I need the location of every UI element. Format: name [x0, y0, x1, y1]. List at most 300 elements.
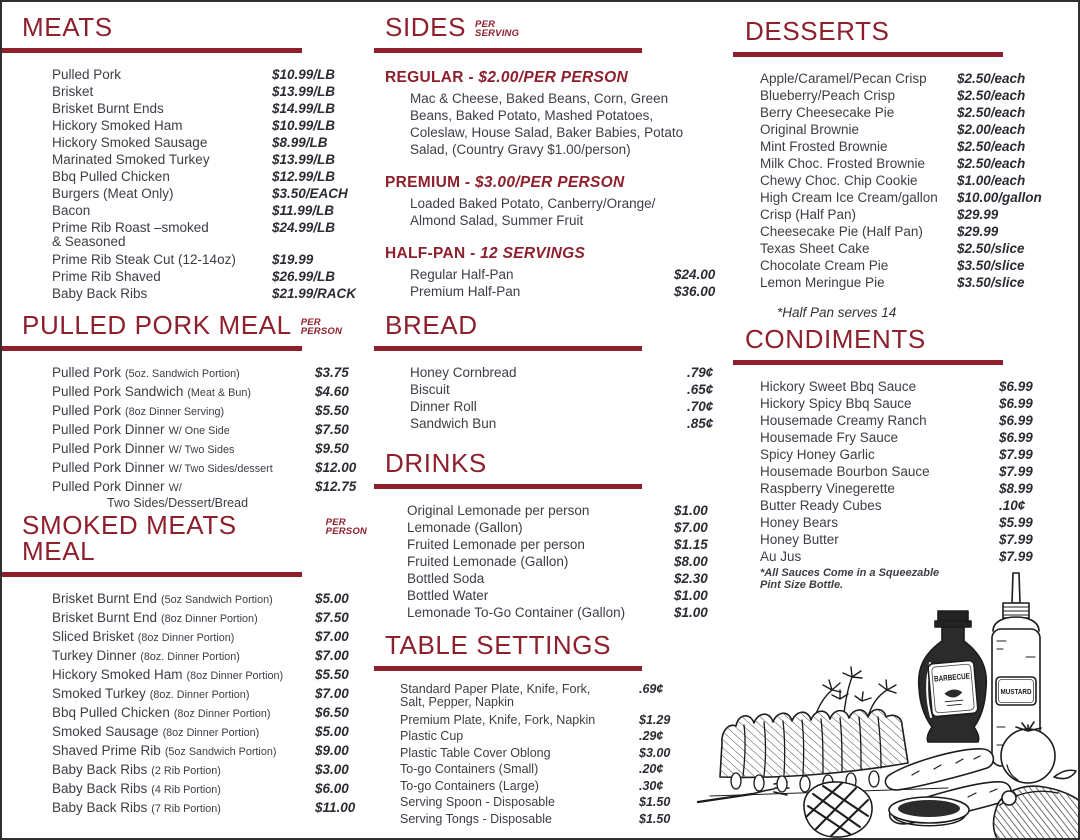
- menu-item-name: Bottled Water: [407, 588, 489, 603]
- menu-item-price: $2.50/each: [957, 139, 1026, 154]
- menu-item-name: Texas Sheet Cake: [760, 241, 870, 256]
- menu-item-row: [52, 723, 367, 742]
- menu-item-row: [400, 794, 722, 811]
- menu-item-price: $7.99: [999, 464, 1033, 479]
- menu-item-row: [760, 463, 1045, 480]
- menu-item-name: Marinated Smoked Turkey: [52, 152, 210, 167]
- menu-item-name: Honey Cornbread: [410, 365, 517, 380]
- menu-item-name: Pulled Pork (8oz Dinner Serving): [52, 403, 225, 418]
- per-person-label: PER PERSON: [325, 517, 367, 538]
- menu-item-name: Housemade Bourbon Sauce: [760, 464, 930, 479]
- menu-item-note: (8oz Dinner Portion): [161, 613, 258, 625]
- menu-item-name: To-go Containers (Small): [400, 762, 539, 776]
- menu-item-row: [52, 478, 367, 497]
- section-title-text: SMOKED MEATS MEAL: [22, 510, 237, 566]
- ribs-illustration: [720, 710, 908, 793]
- menu-item-name: Dinner Roll: [410, 399, 477, 414]
- menu-item-price: $6.99: [999, 379, 1033, 394]
- menu-item-name: Butter Ready Cubes: [760, 498, 882, 513]
- menu-item-name: Pulled Pork (5oz. Sandwich Portion): [52, 365, 240, 380]
- menu-item-note: (2 Rib Portion): [151, 765, 221, 777]
- menu-item-note: (8oz. Dinner Portion): [149, 689, 250, 701]
- menu-item-price: .10¢: [999, 498, 1026, 513]
- section-smoked-meats-meal: [22, 512, 367, 818]
- menu-item-row: [52, 402, 367, 421]
- menu-item-price: $9.50: [315, 441, 349, 456]
- menu-item-note: (Meat & Bun): [187, 387, 251, 399]
- menu-item-name: Hickory Smoked Sausage: [52, 135, 208, 150]
- section-divider: [374, 666, 642, 671]
- menu-item-row: [52, 666, 367, 685]
- menu-item-price: $5.99: [999, 515, 1033, 530]
- menu-item-row: [52, 168, 367, 185]
- menu-item-price: $2.00/each: [957, 122, 1026, 137]
- menu-item-row: [400, 728, 722, 745]
- menu-item-row: [52, 285, 367, 302]
- menu-item-price: $1.00: [674, 588, 708, 603]
- menu-item-price: $2.50/each: [957, 156, 1026, 171]
- fork-icon: [698, 782, 789, 802]
- menu-item-price: $26.99/LB: [272, 269, 336, 284]
- menu-item-price: $1.00/each: [957, 173, 1026, 188]
- menu-item-name: Pulled Pork Dinner W/ Two Sides: [52, 441, 235, 456]
- menu-item-price: .69¢: [639, 682, 664, 696]
- menu-item-price: $5.50: [315, 403, 349, 418]
- menu-item-price: .30¢: [639, 778, 664, 793]
- menu-item-row: [760, 189, 1045, 206]
- menu-item-row: [760, 206, 1045, 223]
- menu-item-name: Cheesecake Pie (Half Pan): [760, 224, 923, 239]
- section-condiments: [745, 326, 1045, 591]
- menu-item-row: [52, 628, 367, 647]
- menu-item-name: Honey Bears: [760, 515, 839, 530]
- section-divider: [374, 484, 642, 489]
- section-title-drinks: [385, 450, 722, 476]
- menu-item-row: [52, 704, 367, 723]
- menu-item-name: Blueberry/Peach Crisp: [760, 88, 896, 103]
- note-line: *All Sauces Come in a Squeezable: [760, 567, 940, 579]
- menu-item-price: $1.50: [639, 811, 671, 826]
- menu-item-row: [407, 502, 722, 519]
- menu-item-name: Turkey Dinner (8oz. Dinner Portion): [52, 648, 240, 663]
- menu-item-name: Milk Choc. Frosted Brownie: [760, 156, 926, 171]
- menu-item-note: (7 Rib Portion): [151, 803, 221, 815]
- menu-item-note: (5oz. Sandwich Portion): [125, 368, 240, 380]
- menu-item-name: Lemonade (Gallon): [407, 520, 523, 535]
- section-title-table-settings: [385, 632, 722, 658]
- menu-item-row: [52, 383, 367, 402]
- menu-item-name: Sandwich Bun: [410, 416, 497, 431]
- menu-item-price: $7.50: [315, 610, 349, 625]
- section-title-text: BREAD: [385, 310, 478, 340]
- menu-item-price: $7.00: [674, 520, 708, 535]
- menu-item-price: $2.50/slice: [957, 241, 1025, 256]
- description-line: Loaded Baked Potato, Canberry/Orange/: [410, 196, 656, 211]
- menu-item-row: [400, 712, 722, 729]
- menu-item-note: (8oz. Dinner Portion): [140, 651, 240, 663]
- menu-item-price: $4.60: [315, 384, 349, 399]
- menu-item-row: [407, 536, 722, 553]
- section-drinks: [385, 450, 722, 621]
- menu-item-row: [760, 172, 1045, 189]
- menu-item-price: $12.75: [315, 479, 357, 494]
- section-title-text: TABLE SETTINGS: [385, 630, 612, 660]
- menu-item-row: [52, 134, 367, 151]
- description-line: Beans, Baked Potato, Mashed Potatoes,: [410, 108, 654, 123]
- menu-item-name: Bbq Pulled Chicken: [52, 169, 170, 184]
- menu-item-price: $6.99: [999, 413, 1033, 428]
- menu-item-price: $10.99/LB: [272, 118, 336, 133]
- menu-item-name: Regular Half-Pan: [410, 267, 514, 282]
- sides-regular-heading: REGULAR - $2.00/PER PERSON: [385, 69, 628, 86]
- menu-item-row: [52, 117, 367, 134]
- menu-item-name: Bottled Soda: [407, 571, 485, 586]
- menu-item-row: [400, 811, 722, 828]
- menu-item-name: Standard Paper Plate, Knife, Fork,: [400, 682, 591, 696]
- menu-item-price: $5.00: [315, 724, 349, 739]
- menu-item-price: $3.75: [315, 365, 349, 380]
- menu-item-price: $7.00: [315, 686, 349, 701]
- menu-item-price: $6.00: [315, 781, 349, 796]
- section-title-bread: [385, 312, 722, 338]
- section-title-smoked-meats-meal: [22, 512, 367, 564]
- menu-item-row: [400, 761, 722, 778]
- menu-item-name: Sliced Brisket (8oz Dinner Portion): [52, 629, 235, 644]
- grilled-patty: [804, 782, 872, 837]
- menu-item-row: [52, 421, 367, 440]
- menu-item-price: $6.99: [999, 430, 1033, 445]
- menu-item-row: [52, 202, 367, 219]
- section-title-condiments: [745, 326, 1045, 352]
- menu-item-price: $11.00: [315, 800, 356, 815]
- menu-item-price: .65¢: [687, 382, 714, 397]
- section-divider: [0, 48, 302, 53]
- menu-item-name: Smoked Turkey (8oz. Dinner Portion): [52, 686, 250, 701]
- menu-item-row: [760, 70, 1045, 87]
- menu-item-name: Pulled Pork: [52, 67, 122, 82]
- menu-item-row: [52, 780, 367, 799]
- menu-item-name: Fruited Lemonade per person: [407, 537, 585, 552]
- barbecue-label-text: BARBECUE: [933, 670, 980, 684]
- menu-item-name: Premium Half-Pan: [410, 284, 521, 299]
- menu-item-name: Prime Rib Steak Cut (12-14oz): [52, 252, 236, 267]
- menu-item-price: $10.99/LB: [272, 67, 336, 82]
- menu-item-note: (5oz Sandwich Portion): [164, 746, 277, 758]
- menu-item-name: Lemon Meringue Pie: [760, 275, 885, 290]
- menu-item-price: $1.50: [639, 795, 671, 809]
- menu-item-price: $8.99: [999, 481, 1033, 496]
- menu-item-row: [760, 121, 1045, 138]
- menu-item-name: Bacon: [52, 203, 91, 218]
- menu-item-row: [407, 587, 722, 604]
- menu-item-row: [52, 100, 367, 117]
- menu-item-row: [407, 604, 722, 621]
- menu-item-price: $29.99: [957, 207, 999, 222]
- menu-item-row: [760, 104, 1045, 121]
- section-title-text: DRINKS: [385, 448, 487, 478]
- menu-item-list: [385, 681, 722, 827]
- menu-item-name: Baby Back Ribs (7 Rib Portion): [52, 800, 221, 815]
- menu-item-name: Prime Rib Roast –smoked: [52, 220, 209, 235]
- menu-item-name: Chewy Choc. Chip Cookie: [760, 173, 918, 188]
- menu-item-price: $1.15: [674, 537, 708, 552]
- menu-item-name: Original Lemonade per person: [407, 503, 590, 518]
- section-divider: [733, 52, 1003, 57]
- section-title-meats: [22, 14, 367, 40]
- menu-item-name: Pulled Pork Dinner W/: [52, 479, 182, 494]
- menu-item-list: [385, 364, 722, 432]
- menu-item-row: [760, 446, 1045, 463]
- menu-item-name: Berry Cheesecake Pie: [760, 105, 895, 120]
- menu-item-price: $29.99: [957, 224, 999, 239]
- menu-item-note: (4 Rib Portion): [151, 784, 221, 796]
- menu-item-row: [52, 440, 367, 459]
- menu-item-list: [22, 66, 367, 302]
- menu-item-name: Prime Rib Shaved: [52, 269, 161, 284]
- menu-item-price: .85¢: [687, 416, 714, 431]
- menu-item-list: [22, 364, 367, 510]
- menu-item-price: $3.00: [315, 762, 349, 777]
- menu-item-name: Raspberry Vinegerette: [760, 481, 895, 496]
- section-desserts: [745, 18, 1045, 320]
- section-bread: [385, 312, 722, 432]
- description-line: Salad, (Country Gravy $1.00/person): [410, 142, 631, 157]
- menu-item-name-line2: Two Sides/Dessert/Bread: [107, 496, 249, 510]
- menu-item-name: Serving Spoon - Disposable: [400, 795, 555, 809]
- menu-item-name: Plastic Table Cover Oblong: [400, 745, 551, 760]
- menu-item-name: Hickory Sweet Bbq Sauce: [760, 379, 917, 394]
- grilled-steak: [994, 786, 1080, 840]
- menu-item-row: [410, 381, 722, 398]
- menu-item-name: Plastic Cup: [400, 729, 464, 743]
- menu-item-row: [760, 514, 1045, 531]
- menu-item-name: Au Jus: [760, 549, 802, 564]
- description-line: Mac & Cheese, Baked Beans, Corn, Green: [410, 91, 669, 106]
- menu-item-note: (8oz Dinner Portion): [137, 632, 235, 644]
- menu-item-price: $2.50/each: [957, 71, 1026, 86]
- menu-item-price: $6.99: [999, 396, 1033, 411]
- menu-item-price: $7.00: [315, 629, 349, 644]
- menu-item-name-line2: Salt, Pepper, Napkin: [400, 694, 514, 709]
- menu-item-row: [760, 531, 1045, 548]
- menu-item-row: [52, 761, 367, 780]
- menu-item-price: $3.50/slice: [957, 275, 1025, 290]
- menu-item-row: [410, 283, 722, 300]
- menu-item-name: Shaved Prime Rib (5oz Sandwich Portion): [52, 743, 277, 758]
- menu-item-name: Lemonade To-Go Container (Gallon): [407, 605, 626, 620]
- section-title-text: MEATS: [22, 12, 113, 42]
- menu-item-note: (5oz Sandwich Portion): [161, 594, 273, 606]
- barbecue-sauce-bottle: [919, 611, 987, 742]
- menu-item-list: [22, 590, 367, 818]
- menu-item-list: [385, 266, 722, 300]
- menu-item-price: $2.30: [674, 571, 708, 586]
- menu-item-row: [52, 251, 367, 268]
- menu-item-name: High Cream Ice Cream/gallon: [760, 190, 938, 205]
- menu-item-row: [410, 398, 722, 415]
- menu-item-row: [52, 459, 367, 478]
- menu-item-price: $2.50/each: [957, 105, 1026, 120]
- menu-item-row: [52, 268, 367, 285]
- menu-item-name: Fruited Lemonade (Gallon): [407, 554, 569, 569]
- menu-item-name: To-go Containers (Large): [400, 778, 539, 793]
- menu-item-name: Bbq Pulled Chicken (8oz Dinner Portion): [52, 705, 271, 720]
- menu-item-note: (8oz Dinner Portion): [186, 670, 284, 682]
- menu-item-row: [760, 87, 1045, 104]
- menu-item-row: [52, 66, 367, 83]
- menu-item-price: $21.99/RACK: [272, 286, 357, 301]
- menu-item-price: $1.00: [674, 503, 708, 518]
- menu-item-price: $9.00: [315, 743, 349, 758]
- menu-item-price: .20¢: [639, 762, 664, 776]
- menu-item-name: Baby Back Ribs: [52, 286, 148, 301]
- menu-item-row: [410, 415, 722, 432]
- menu-item-name: Hickory Smoked Ham: [52, 118, 183, 133]
- menu-item-row: [760, 378, 1045, 395]
- menu-item-price: $6.50: [315, 705, 349, 720]
- menu-item-row: [407, 519, 722, 536]
- menu-item-row: [410, 364, 722, 381]
- per-person-label: PER PERSON: [300, 317, 343, 338]
- sides-premium-heading: PREMIUM - $3.00/PER PERSON: [385, 174, 625, 191]
- menu-item-row: [52, 83, 367, 100]
- sides-halfpan-heading: HALF-PAN - 12 SERVINGS: [385, 245, 586, 262]
- sides-regular-description: [385, 90, 722, 158]
- menu-item-row: [760, 155, 1045, 172]
- section-sides: [385, 14, 722, 300]
- menu-item-row: [52, 742, 367, 761]
- menu-item-note: W/: [168, 482, 182, 494]
- menu-item-row: [760, 240, 1045, 257]
- menu-item-price: $3.50/slice: [957, 258, 1025, 273]
- menu-item-note: W/ Two Sides: [168, 444, 235, 456]
- menu-item-row: [760, 548, 1045, 565]
- section-title-text: SIDES: [385, 12, 467, 42]
- menu-item-price: $12.00: [315, 460, 357, 475]
- menu-item-name: Brisket Burnt Ends: [52, 101, 164, 116]
- menu-item-name: Housemade Fry Sauce: [760, 430, 899, 445]
- menu-item-row: [407, 553, 722, 570]
- menu-item-list: [745, 70, 1045, 291]
- menu-item-row: [760, 497, 1045, 514]
- menu-item-row: [52, 609, 367, 628]
- menu-item-price: $13.99/LB: [272, 84, 336, 99]
- menu-item-name: Spicy Honey Garlic: [760, 447, 875, 462]
- menu-item-note: (8oz Dinner Portion): [162, 727, 260, 739]
- menu-item-price: $7.99: [999, 447, 1033, 462]
- menu-item-price: $1.29: [639, 712, 671, 727]
- menu-item-name: Premium Plate, Knife, Fork, Napkin: [400, 712, 596, 727]
- bbq-food-illustration: [692, 567, 1080, 840]
- menu-item-price: $5.50: [315, 667, 349, 682]
- menu-item-row: [52, 151, 367, 168]
- menu-item-name: Pulled Pork Sandwich (Meat & Bun): [52, 384, 251, 399]
- menu-item-name: Brisket Burnt End (5oz Sandwich Portion): [52, 591, 273, 606]
- menu-item-name: Mint Frosted Brownie: [760, 139, 888, 154]
- section-divider: [0, 572, 302, 577]
- section-table-settings: [385, 632, 722, 827]
- menu-item-note: (8oz Dinner Portion): [173, 708, 271, 720]
- menu-item-price: $7.99: [999, 549, 1033, 564]
- menu-item-name: Burgers (Meat Only): [52, 186, 174, 201]
- menu-item-price: $24.99/LB: [272, 220, 336, 235]
- menu-item-price: $8.00: [674, 554, 708, 569]
- menu-item-name: Honey Butter: [760, 532, 839, 547]
- menu-item-name: Smoked Sausage (8oz Dinner Portion): [52, 724, 260, 739]
- note-line: Pint Size Bottle.: [760, 578, 844, 591]
- menu-item-row: [400, 778, 722, 795]
- menu-item-row: [52, 685, 367, 704]
- menu-item-price: $36.00: [674, 284, 716, 299]
- section-title-sides: [385, 14, 722, 40]
- menu-item-price: $5.00: [315, 591, 349, 606]
- menu-item-row: [52, 185, 367, 202]
- menu-item-price: $12.99/LB: [272, 169, 336, 184]
- menu-item-row: [407, 570, 722, 587]
- sides-premium-description: [385, 195, 722, 229]
- menu-item-price: $2.50/each: [957, 88, 1026, 103]
- menu-item-name: Original Brownie: [760, 122, 860, 137]
- menu-item-row: [760, 480, 1045, 497]
- menu-item-price: $14.99/LB: [272, 101, 336, 116]
- menu-item-price: $19.99: [272, 252, 314, 267]
- menu-item-name: Hickory Smoked Ham (8oz Dinner Portion): [52, 667, 284, 682]
- description-line: Coleslaw, House Salad, Baker Babies, Potato: [410, 125, 684, 140]
- section-divider: [374, 48, 642, 53]
- leaf-garnish: [1054, 770, 1076, 778]
- menu-item-price: $1.00: [674, 605, 708, 620]
- menu-item-note: (8oz Dinner Serving): [125, 406, 225, 418]
- menu-item-list: [745, 378, 1045, 565]
- section-divider: [733, 360, 1003, 365]
- menu-item-price: $11.99/LB: [272, 203, 335, 218]
- menu-item-price: $3.50/EACH: [272, 186, 348, 201]
- menu-item-name: Housemade Creamy Ranch: [760, 413, 927, 428]
- menu-item-list: [385, 502, 722, 621]
- barbecue-label: [928, 660, 978, 717]
- menu-item-row: [52, 799, 367, 818]
- menu-item-row: [760, 257, 1045, 274]
- menu-item-name: Baby Back Ribs (4 Rib Portion): [52, 781, 221, 796]
- menu-item-row: [760, 274, 1045, 291]
- menu-item-row: [760, 138, 1045, 155]
- menu-item-name: Biscuit: [410, 382, 450, 397]
- menu-item-note: W/ Two Sides/dessert: [168, 463, 273, 475]
- menu-item-price: $8.99/LB: [272, 135, 328, 150]
- menu-item-row: [760, 395, 1045, 412]
- section-title-text: PULLED PORK MEAL: [22, 310, 292, 340]
- menu-item-price: $7.99: [999, 532, 1033, 547]
- menu-item-name: Chocolate Cream Pie: [760, 258, 889, 273]
- section-meats: [22, 14, 367, 302]
- menu-item-price: .79¢: [687, 365, 714, 380]
- section-title-pulled-pork-meal: [22, 312, 367, 338]
- section-divider: [374, 346, 642, 351]
- menu-item-row: [760, 429, 1045, 446]
- menu-item-price: $10.00/gallon: [957, 190, 1042, 205]
- per-serving-label: PER SERVING: [475, 19, 520, 40]
- menu-item-price: $7.00: [315, 648, 349, 663]
- menu-item-row: [52, 590, 367, 609]
- section-title-text: CONDIMENTS: [745, 324, 926, 354]
- menu-item-name: Apple/Caramel/Pecan Crisp: [760, 71, 927, 86]
- section-divider: [0, 346, 302, 351]
- menu-item-price: $7.50: [315, 422, 349, 437]
- menu-item-name: Hickory Spicy Bbq Sauce: [760, 396, 912, 411]
- menu-item-name: Pulled Pork Dinner W/ Two Sides/dessert: [52, 460, 273, 475]
- menu-item-name: Brisket: [52, 84, 94, 99]
- menu-item-price: $24.00: [674, 267, 716, 282]
